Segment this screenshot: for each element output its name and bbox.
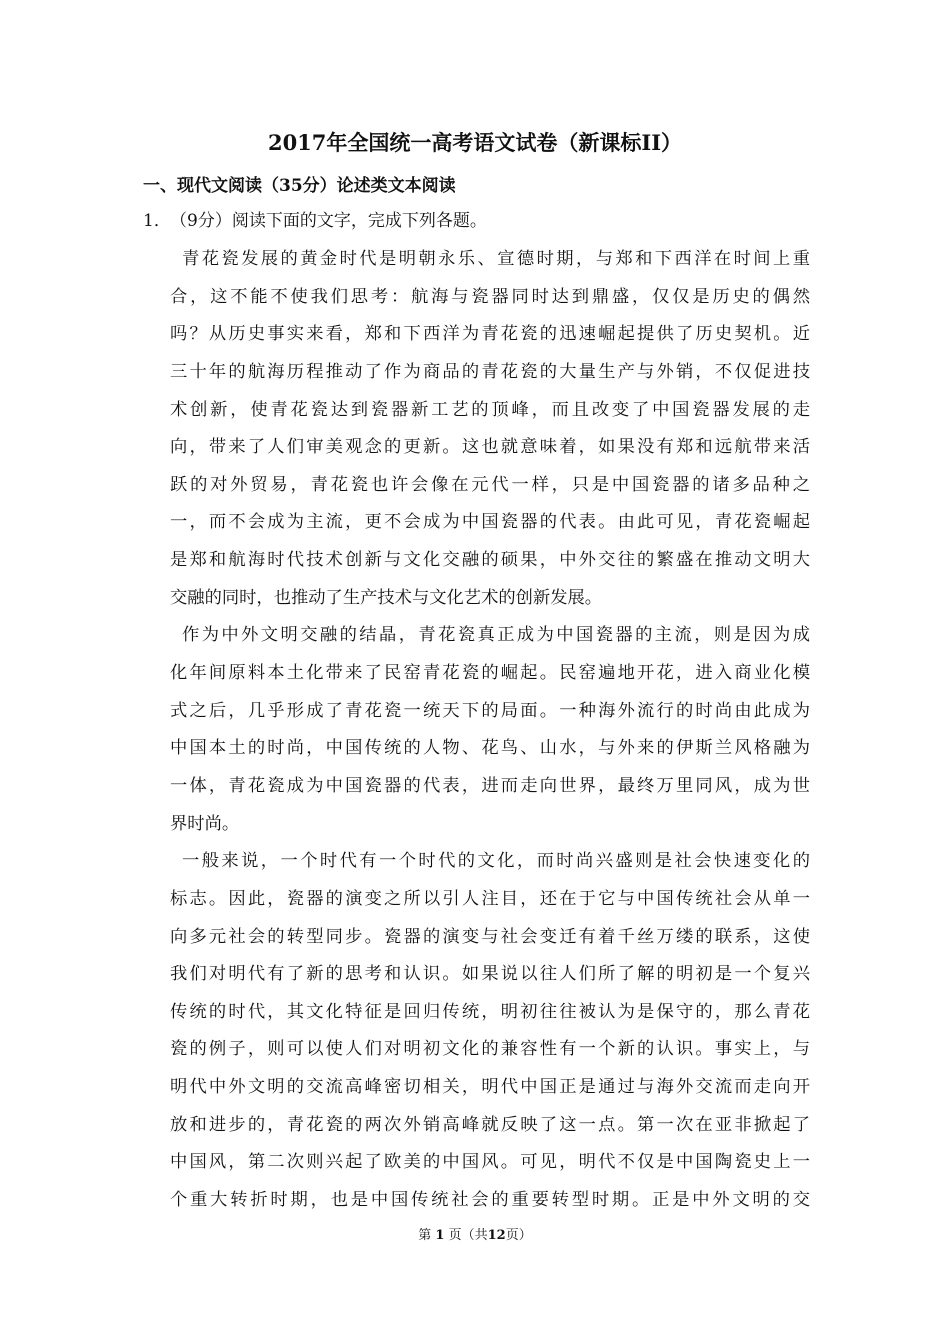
passage-line: 个重大转折时期，也是中国传统社会的重要转型时期。正是中外文明的交: [170, 1190, 810, 1211]
footer-total-pages: 12: [487, 1228, 506, 1243]
passage-line: 一般来说，一个时代有一个时代的文化，而时尚兴盛则是社会快速变化的: [182, 851, 810, 872]
passage-line: 跃的对外贸易，青花瓷也许会像在元代一样，只是中国瓷器的诸多品种之: [170, 474, 810, 495]
passage-line: 三十年的航海历程推动了作为商品的青花瓷的大量生产与外销，不仅促进技: [170, 361, 810, 382]
passage-line: 明代中外文明的交流高峰密切相关，明代中国正是通过与海外交流而走向开: [170, 1077, 810, 1098]
reading-passage: [170, 241, 810, 1220]
footer-middle: 页（共: [448, 1228, 488, 1243]
question-prompt: （9分）阅读下面的文字，完成下列各题。: [170, 211, 487, 231]
footer-page-number: 1: [435, 1228, 445, 1243]
question-number: 1．: [143, 211, 171, 231]
passage-line: 放和进步的，青花瓷的两次外销高峰就反映了这一点。第一次在亚非掀起了: [170, 1114, 810, 1135]
footer-prefix: 第: [418, 1228, 432, 1243]
passage-line: 交融的同时，也推动了生产技术与文化艺术的创新发展。: [170, 587, 603, 608]
passage-line: 中国风，第二次则兴起了欧美的中国风。可见，明代不仅是中国陶瓷史上一: [170, 1152, 810, 1173]
passage-line: 化年间原料本土化带来了民窑青花瓷的崛起。民窑遍地开花，进入商业化模: [170, 663, 810, 684]
passage-line: 中国本土的时尚，中国传统的人物、花鸟、山水，与外来的伊斯兰风格融为: [170, 738, 810, 759]
passage-line: 传统的时代，其文化特征是回归传统，明初往往被认为是保守的，那么青花: [170, 1001, 810, 1022]
page-footer: [0, 1226, 950, 1246]
question-1-header: [143, 208, 487, 234]
section-heading: 一、现代文阅读（35分）论述类文本阅读: [143, 176, 456, 196]
passage-line: 青花瓷发展的黄金时代是明朝永乐、宣德时期，与郑和下西洋在时间上重: [182, 249, 810, 269]
footer-suffix: 页）: [505, 1228, 532, 1243]
passage-line: 瓷的例子，则可以使人们对明初文化的兼容性有一个新的认识。事实上，与: [170, 1039, 810, 1060]
passage-line: 是郑和航海时代技术创新与文化交融的硕果，中外交往的繁盛在推动文明大: [170, 550, 810, 571]
passage-line: 吗？从历史事实来看，郑和下西洋为青花瓷的迅速崛起提供了历史契机。近: [170, 324, 810, 345]
passage-line: 一体，青花瓷成为中国瓷器的代表，进而走向世界，最终万里同风，成为世: [170, 775, 810, 796]
passage-line: 标志。因此，瓷器的演变之所以引人注目，还在于它与中国传统社会从单一: [170, 888, 810, 909]
passage-line: 术创新，使青花瓷达到瓷器新工艺的顶峰，而且改变了中国瓷器发展的走: [170, 399, 810, 420]
passage-line: 向，带来了人们审美观念的更新。这也就意味着，如果没有郑和远航带来活: [170, 437, 810, 458]
passage-line: 界时尚。: [170, 813, 240, 834]
exam-title: 2017年全国统一高考语文试卷（新课标II）: [267, 130, 683, 155]
passage-line: 合，这不能不使我们思考：航海与瓷器同时达到鼎盛，仅仅是历史的偶然: [170, 286, 810, 307]
passage-line: 向多元社会的转型同步。瓷器的演变与社会变迁有着千丝万缕的联系，这使: [170, 926, 810, 947]
passage-line: 一，而不会成为主流，更不会成为中国瓷器的代表。由此可见，青花瓷崛起: [170, 512, 810, 533]
passage-line: 作为中外文明交融的结晶，青花瓷真正成为中国瓷器的主流，则是因为成: [182, 625, 810, 646]
passage-line: 式之后，几乎形成了青花瓷一统天下的局面。一种海外流行的时尚由此成为: [170, 700, 810, 721]
passage-line: 我们对明代有了新的思考和认识。如果说以往人们所了解的明初是一个复兴: [170, 964, 810, 985]
